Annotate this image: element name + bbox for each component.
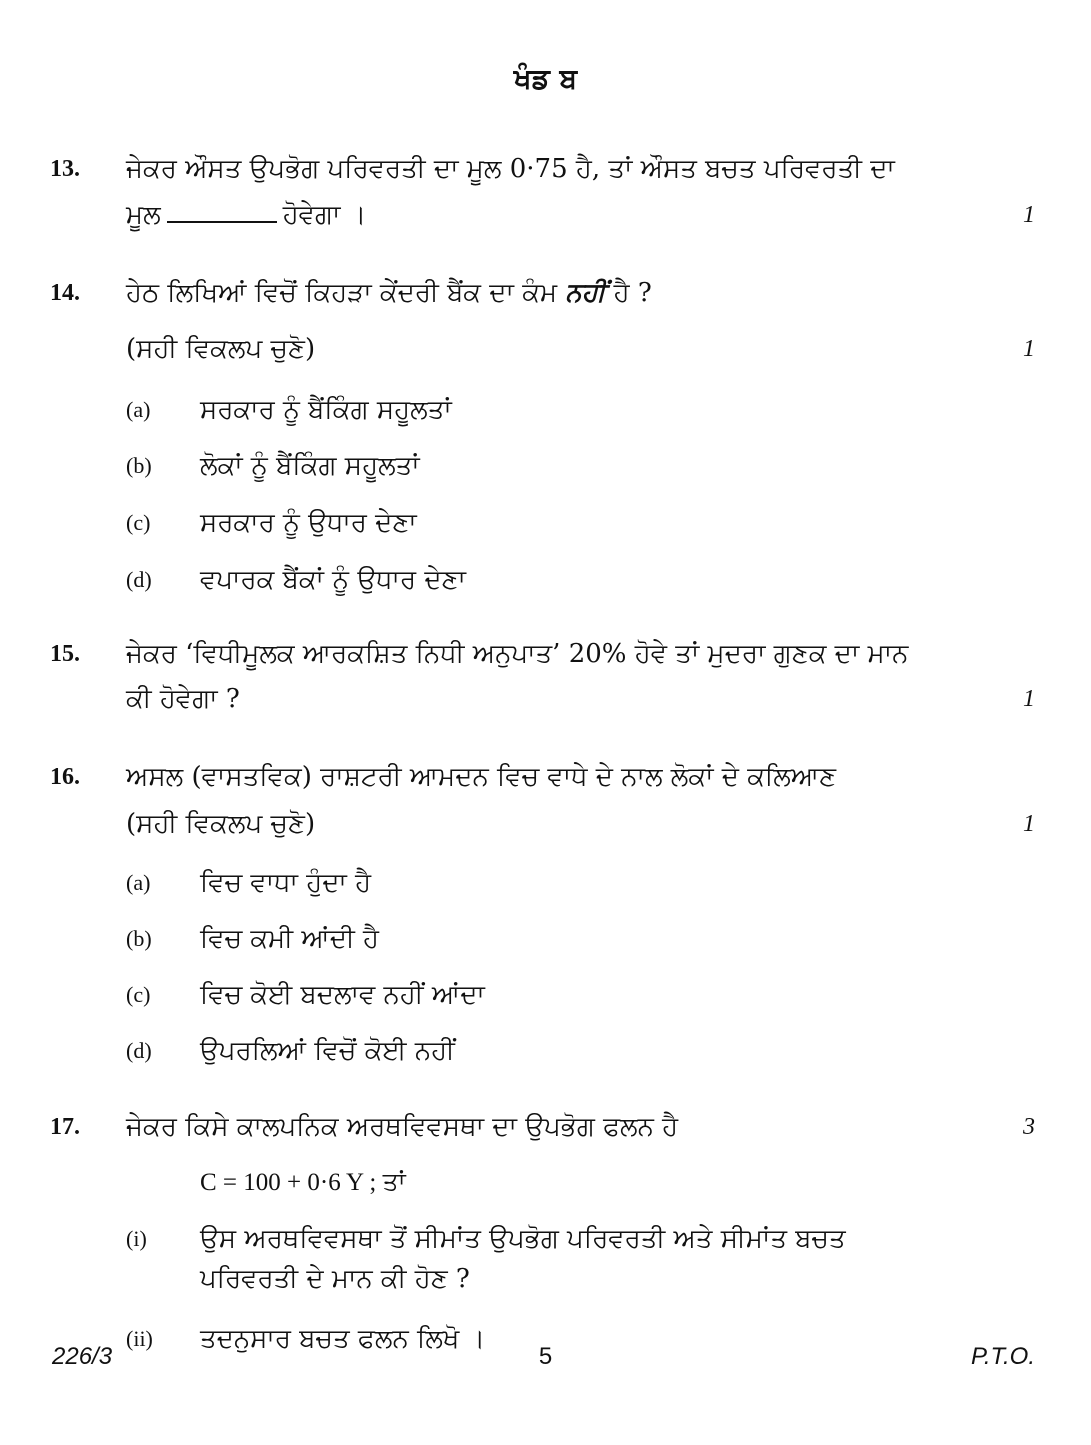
option-label: (c) bbox=[126, 510, 151, 535]
question-13-line-2-pre: ਮੂਲ bbox=[126, 200, 161, 230]
option-label: (b) bbox=[126, 926, 152, 951]
option-label: (c) bbox=[126, 982, 151, 1007]
question-number-17: 17. bbox=[50, 1114, 80, 1140]
option-text: ਉਪਰਲਿਆਂ ਵਿਚੋਂ ਕੋਈ ਨਹੀਂ bbox=[200, 1036, 455, 1066]
question-number-15: 15. bbox=[50, 641, 80, 667]
question-16-marks: 1 bbox=[1023, 811, 1035, 837]
question-13-line-2 bbox=[126, 198, 366, 232]
question-14-line-2: (ਸਹੀ ਵਿਕਲਪ ਚੁਣੋ) bbox=[126, 334, 316, 364]
page-number: 5 bbox=[538, 1343, 553, 1370]
question-13-marks: 1 bbox=[1023, 202, 1035, 228]
question-number-13: 13. bbox=[50, 156, 80, 182]
question-16-line-1: ਅਸਲ (ਵਾਸਤਵਿਕ) ਰਾਸ਼ਟਰੀ ਆਮਦਨ ਵਿਚ ਵਾਧੇ ਦੇ ਨਾਲ ਲੋਕਾਂ ਦੇ ਕਲਿਆਣ bbox=[126, 762, 837, 792]
part-text-line-1: ਤਦਨੁਸਾਰ ਬਚਤ ਫਲਨ ਲਿਖੋ । bbox=[200, 1324, 486, 1354]
option-text: ਵਿਚ ਵਾਧਾ ਹੁੰਦਾ ਹੈ bbox=[200, 868, 372, 898]
option-text: ਵਿਚ ਕਮੀ ਆਂਦੀ ਹੈ bbox=[200, 924, 380, 954]
option-text: ਲੋਕਾਂ ਨੂੰ ਬੈਂਕਿੰਗ ਸਹੂਲਤਾਂ bbox=[200, 451, 420, 481]
please-turn-over: P.T.O. bbox=[970, 1343, 1035, 1370]
option-text: ਵਿਚ ਕੋਈ ਬਦਲਾਵ ਨਹੀਂ ਆਂਦਾ bbox=[200, 980, 485, 1010]
question-15-line-2: ਕੀ ਹੋਵੇਗਾ ? bbox=[126, 684, 240, 714]
question-13-line-2-post: ਹੋਵੇਗਾ । bbox=[282, 200, 367, 230]
question-number-14: 14. bbox=[50, 280, 80, 306]
option-label: (a) bbox=[126, 397, 151, 422]
part-label: (ii) bbox=[126, 1326, 153, 1351]
option-label: (a) bbox=[126, 870, 151, 895]
part-text-line-1: ਉਸ ਅਰਥਵਿਵਸਥਾ ਤੋਂ ਸੀਮਾਂਤ ਉਪਭੋਗ ਪਰਿਵਰਤੀ ਅਤੇ ਸੀਮਾਂਤ ਬਚਤ bbox=[200, 1224, 846, 1254]
consumption-function-equation: C = 100 + 0·6 Y ; ਤਾਂ bbox=[200, 1169, 406, 1196]
question-14-line-1-post: ਹੈ ? bbox=[613, 278, 652, 308]
question-17-marks: 3 bbox=[1023, 1114, 1035, 1140]
part-label: (i) bbox=[126, 1226, 147, 1251]
section-title: ਖੰਡ ਬ bbox=[513, 62, 578, 95]
option-text: ਸਰਕਾਰ ਨੂੰ ਉਧਾਰ ਦੇਣਾ bbox=[200, 508, 417, 538]
option-label: (b) bbox=[126, 453, 152, 478]
option-text: ਵਪਾਰਕ ਬੈਂਕਾਂ ਨੂੰ ਉਧਾਰ ਦੇਣਾ bbox=[200, 565, 466, 595]
part-text-line-2: ਪਰਿਵਰਤੀ ਦੇ ਮਾਨ ਕੀ ਹੋਣ ? bbox=[200, 1264, 470, 1294]
question-13-line-1: ਜੇਕਰ ਔਸਤ ਉਪਭੋਗ ਪਰਿਵਰਤੀ ਦਾ ਮੂਲ 0·75 ਹੈ, ਤਾਂ ਔਸਤ ਬਚਤ ਪਰਿਵਰਤੀ ਦਾ bbox=[126, 154, 895, 184]
option-label: (d) bbox=[126, 1038, 152, 1063]
option-label: (d) bbox=[126, 567, 152, 592]
question-14-negation: ਨਹੀਂ bbox=[565, 278, 606, 308]
question-14-line-1-pre: ਹੇਠ ਲਿਖਿਆਂ ਵਿਚੋਂ ਕਿਹੜਾ ਕੇਂਦਰੀ ਬੈਂਕ ਦਾ ਕੰਮ bbox=[126, 278, 558, 308]
question-14-line-1 bbox=[126, 276, 652, 310]
question-15-marks: 1 bbox=[1023, 686, 1035, 712]
question-number-16: 16. bbox=[50, 764, 80, 790]
paper-code: 226/3 bbox=[52, 1343, 113, 1370]
question-17-line-1: ਜੇਕਰ ਕਿਸੇ ਕਾਲਪਨਿਕ ਅਰਥਵਿਵਸਥਾ ਦਾ ਉਪਭੋਗ ਫਲਨ ਹੈ bbox=[126, 1112, 679, 1142]
question-15-line-1: ਜੇਕਰ ‘ਵਿਧੀਮੂਲਕ ਆਰਕਸ਼ਿਤ ਨਿਧੀ ਅਨੁਪਾਤ’ 20% ਹੋਵੇ ਤਾਂ ਮੁਦਰਾ ਗੁਣਕ ਦਾ ਮਾਨ bbox=[126, 639, 909, 669]
fill-in-blank bbox=[167, 221, 277, 223]
question-16-line-2: (ਸਹੀ ਵਿਕਲਪ ਚੁਣੋ) bbox=[126, 809, 316, 839]
question-14-marks: 1 bbox=[1023, 336, 1035, 362]
option-text: ਸਰਕਾਰ ਨੂੰ ਬੈਂਕਿੰਗ ਸਹੂਲਤਾਂ bbox=[200, 395, 452, 425]
